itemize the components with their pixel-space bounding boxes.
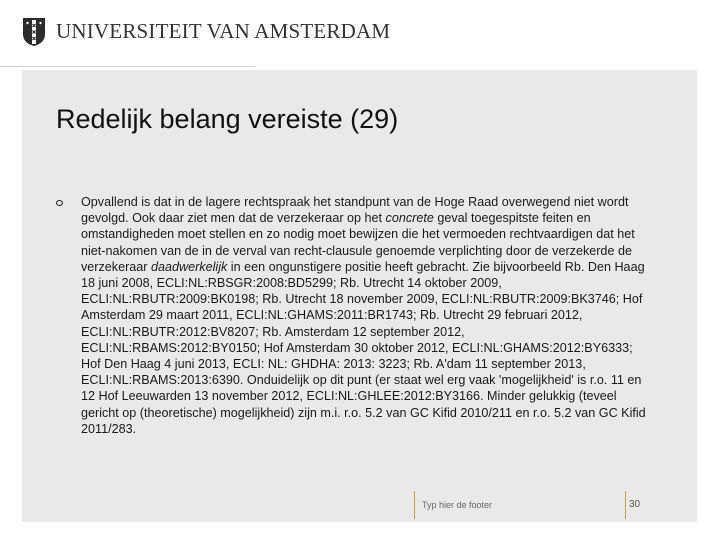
- page-number-divider: [625, 491, 626, 519]
- body-text-part-2: geval toegespitste feiten en omstandigheden moet stellen en zo nodig moet bewijzen die het vermoeden rechtvaardigen dat het niet-nakomen van de in de verval van recht-clausule genoemde verplichting door de verzekerde de verzekeraar: [81, 211, 635, 274]
- organization-name: UNIVERSITEIT VAN AMSTERDAM: [56, 19, 391, 43]
- slide-title: Redelijk belang vereiste (29): [56, 104, 399, 134]
- bullet-icon: [56, 200, 63, 206]
- body-text-part-1: Opvallend is dat in de lagere rechtspraak het standpunt van de Hoge Raad overwegend niet wordt gevolgd. Ook daar ziet men dat de verzekeraar op het: [81, 195, 629, 226]
- footer-text: Typ hier de footer: [422, 500, 493, 510]
- body-text-emphasis-concrete: concrete: [385, 211, 434, 226]
- footer-divider: [414, 491, 415, 519]
- body-text-part-3: in een ongunstigere positie heeft gebracht. Zie bijvoorbeeld Rb. Den Haag 18 juni 2008, ECLI:NL:RBSGR:2008:BD5299; Rb. Utrecht 14 oktober 2009, ECLI:NL:RBUTR:2009:BK0198; Rb. Utrecht 18 november 2009, ECLI:NL:RBUTR:2009:BK3746; Hof Amsterdam 29 maart 2011, ECLI:NL:GHAMS:2011:BR1743; Rb. Utrecht 29 februari 2012, ECLI:NL:RBUTR:2012:BV8207; Rb. Amsterdam 12 september 2012, ECLI:NL:RBAMS:2012:BY0150; Hof Amsterdam 30 oktober 2012, ECLI:NL:GHAMS:2012:BY6333; Hof Den Haag 4 juni 2013, ECLI: NL: GHDHA: 2013: 3223; Rb. A'dam 11 september 2013, ECLI:NL:RBAMS:2013:6390. Onduidelijk op dit punt (er staat wel erg vaak 'mogelijkheid' is r.o. 11 en 12 Hof Leeuwarden 13 november 2012, ECLI:NL:GHLEE:2012:BY3166. Minder gelukkig (teveel gericht op (theoretische) mogelijkheid) zijn m.i. r.o. 5.2 van GC Kifid 2010/211 en r.o. 5.2 van GC Kifid 2011/283.: [81, 259, 646, 436]
- header-divider: [0, 66, 255, 67]
- body-text-emphasis-daadwerkelijk: daadwerkelijk: [151, 259, 228, 274]
- page-number: 30: [629, 499, 641, 510]
- header-bar: [0, 0, 720, 68]
- slide-body-text: [81, 194, 647, 437]
- uva-crest-icon: [22, 17, 46, 47]
